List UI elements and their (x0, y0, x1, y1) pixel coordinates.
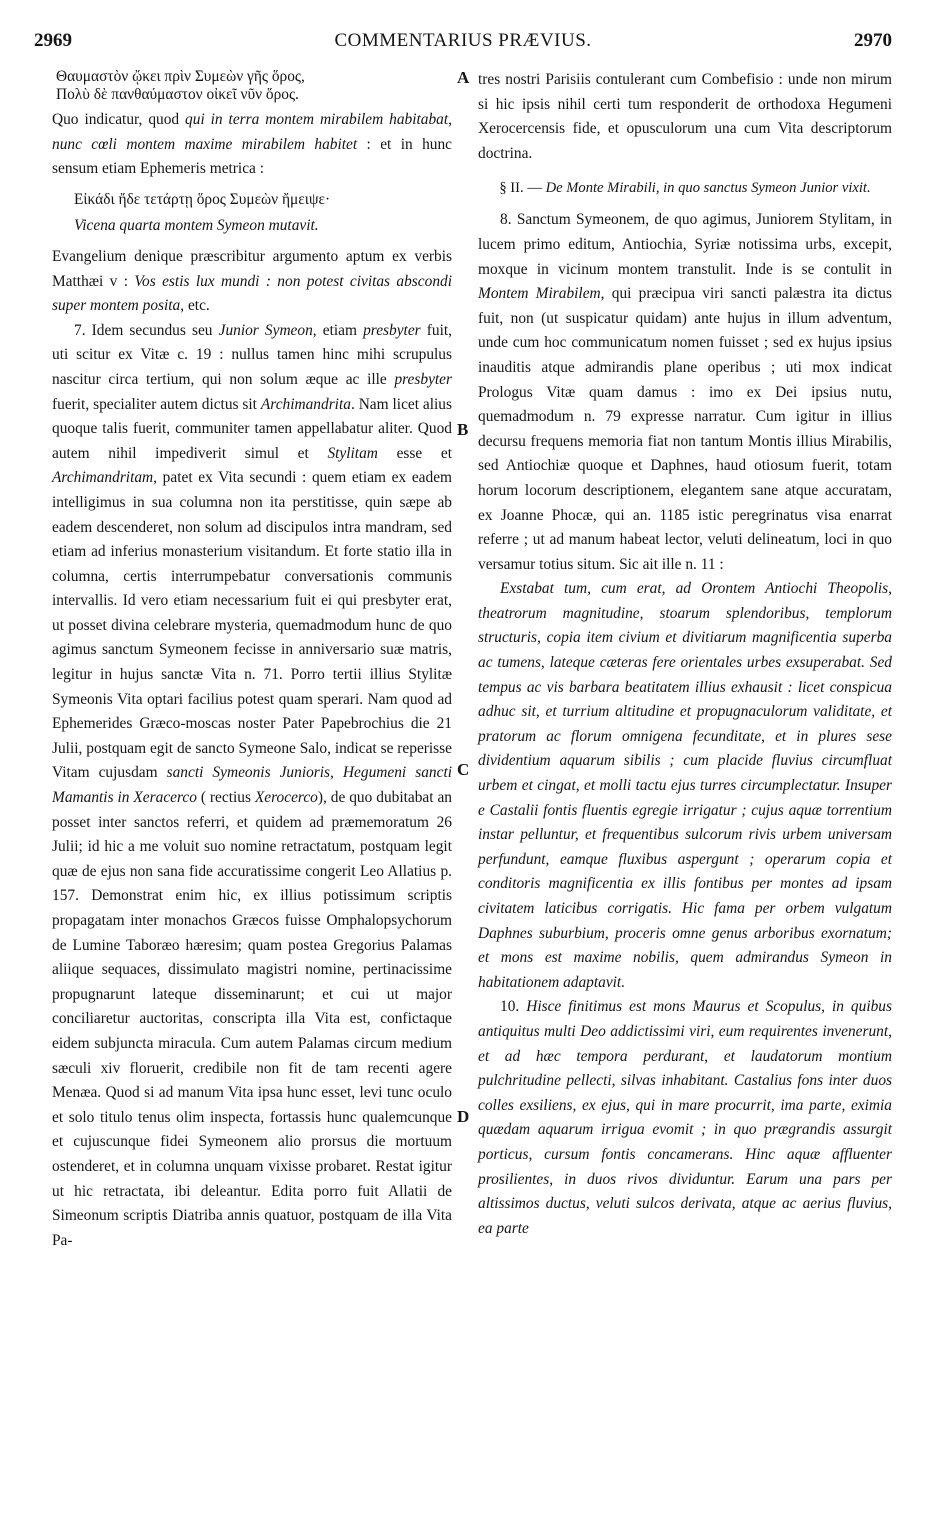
margin-letter-d: D (457, 1107, 470, 1126)
page-number-right: 2970 (854, 30, 892, 51)
left-column (52, 68, 452, 1253)
margin-letter-a: A (457, 68, 470, 87)
running-header (34, 30, 892, 56)
greek-verse-line: Εἰκάδι ἤδε τετάρτῃ ὅρος Συμεὼν ἤμειψε· (74, 190, 331, 208)
margin-letter-c: C (457, 760, 470, 779)
section-heading: § II. — De Monte Mirabili, in quo sanctus Symeon Junior vixit. (499, 180, 871, 197)
quotation-phocas: Exstabat tum, cum erat, ad Orontem Antiochi Theopolis, theatrorum magnitudine, stoarum splendoribus, templorum structuris, copia item civium et divitiarum magnificentia superba ac tumens, lateque cæteras fere orientales urbes exsuperabat. Sed tempus ac vis barbara beatitatem illius exhausit : licet conspicua adhuc sit, et turrium altitudine et propugnaculorum validitate, et pratorum ac florum omnigena fecunditate, et in plures sese dividentium aquarum sibilis ; cum placide fluvius circumfluat urbem et cingat, et molli tactu ejus turres circumplectatur. Insuper e Castalii fontis fluentis egregie irrigatur ; cujus aquæ torrentium instar pelluntur, et frequentibus sulcorum rivis urbem universam perfundunt, eamque fluxibus aspergunt ; operarum copia et conditoris magnificentia ex illis fontibus per montes ad ipsam civitatem laticibus corrigatis. Hic fama per orbem vulgatum Daphnes suburbium, proceris omne genus arboribus exornatum; et mons est maxime nobilis, quem admirandus Symeon in habitationem adaptavit. (478, 580, 892, 991)
greek-verse-line: Θαυμαστὸν ᾤκει πρὶν Συμεὼν γῆς ὅρος, (56, 68, 305, 85)
page-number-left: 2969 (34, 30, 72, 51)
latin-verse-line: Vicena quarta montem Symeon mutavit. (74, 217, 319, 235)
paragraph-7: 7. Idem secundus seu Junior Symeon, etiam presbyter fuit, uti scitur ex Vitæ c. 19 : nullus tamen hinc mihi scrupulus nascitur circa tertium, qui non solum æque ac ille presbyter fuerit, specialiter autem dictus sit Archimandrita. Nam licet alius quoque talis fuerit, communiter tamen appellabatur aliter. Quod autem nihil impediverit simul et Stylitam esse et Archimandritam, patet ex Vita secundi : quem etiam ex eadem intelligimus in sua columna non ita perstitisse, quin sæpe ab eadem descenderet, non solum ad discipulos intra mandram, sed etiam ad inferius monasterium visitandum. Et forte statio illa in columna, certis interrumpebatur conversationis communis intervallis. Id vero etiam necessarium fuit ei qui presbyter erat, ut posset divina celebrare mysteria, quemadmodum hunc de quo agimus sanctum Symeonem fecisse in anniversario suæ matris, legitur in hujus sanctæ Vita n. 71. Porro tertii illius Stylitæ Symeonis Vita optari facilius potest quam sperari. Nam quod ad Ephemerides Græco-moscas noster Pater Papebrochius die 21 Julii, postquam egit de sancto Symeone Salo, indicat se reperisse Vitam cujusdam sancti Symeonis Junioris, Hegumeni sancti Mamantis in Xeracerco ( rectius Xerocerco), de quo dubitabat an posset inter sanctos referri, et quidem ad præmemoratum 26 Julii; id hic a me voluit suo nomine retractatum, postquam legit quæ de ejus non sana fide accuratissime congerit Leo Allatius p. 157. Demonstrat enim hic, ex illius potissimum scriptis propagatam inter monachos Græcos fuisse Omphalopsychorum de Lumine Taboræo hæresim; quam postea Gregorius Palamas aliique sequaces, dissimulato magistri nomine, pertinacissime propugnarunt lateque disseminarunt; et cui ut major conciliaretur auctoritas, conscripta illa Vita est, confictaque eidem subjuncta miracula. Cum autem Palamas circum medium sæculi xiv floruerit, credibile non fit de tam recenti agere Menæa. Quod si ad manum Vita ipsa hunc esset, levi tunc oculo et solo titulo tenus olim inspecta, fortassis hunc qualemcunque et cujuscunque fidei Symeonem alio prorsus die mortuum ostenderet, et in columna unquam vixisse probaret. Restat igitur ut hic retractata, ibi deleantur. Edita porro fuit Allatii de Simeonum scriptis Diatriba annis quatuor, postquam de illa Vita Pa- (52, 321, 452, 1249)
paragraph-8: 8. Sanctum Symeonem, de quo agimus, Juniorem Stylitam, in lucem primo editum, Antiochia, Syriæ notissima urbs, excepit, moxque in vicinum montem transtulit. Inde is se contulit in Montem Mirabilem, qui præcipua viri sancti palæstra ita dictus fuit, non (ut suspicatur quidam) ante hujus in illum adventum, unde cum hoc communicatum nomen fuisset ; sed ex hujus ipsius inauditis atque admirandis plane operibus ; uti mox indicat Prologus Vitæ quam damus : imo ex Dei ipsius nutu, quemadmodum n. 79 expresse narratur. Cum igitur in illius decursu frequens memoria fiat non tantum Montis illius Mirabilis, sed Antiochiæ quoque et Daphnes, haud otiosum fuerit, totam horum locorum descriptionem, elegantem sane atque accuratam, ex Joanne Phocæ, qui an. 1185 istic peregrinatus visa enarrat referre ; ut ad manum habeat lector, veluti delineatum, loci in quo versamur totius situm. Sic ait ille n. 11 : (478, 211, 892, 573)
margin-letter-b: B (457, 420, 469, 439)
paragraph: Evangelium denique præscribitur argumento aptum ex verbis Matthæi v : Vos estis lux mundi : non potest civitas abscondi super montem posita, etc. (52, 247, 452, 315)
running-title: COMMENTARIUS PRÆVIUS. (334, 30, 592, 51)
right-column (478, 68, 892, 1241)
paragraph-10: 10. Hisce finitimus est mons Maurus et Scopulus, in quibus antiquitus multi Deo addictissimi viri, eum requirentes invenerunt, et ad hæc tempora perdurant, et laudatorum montium pulchritudine pellecti, silvas inhabitant. Castalius fons inter duos colles exsiliens, ex ejus, qui in mare procurrit, ima parte, eximia quædam aquarum irrigua evomit ; in quo prægrandis assurgit porticus, cursum fontis concamerans. Hinc aquæ affluenter prosilientes, in duos rivos dividuntur. Earum una pars per altissimos ductus, veluti sulcos derivata, atque ac aerius fluvius, ea parte (478, 998, 892, 1237)
greek-verse-line: Πολὺ δὲ πανθαύμαστον οἰκεῖ νῦν ὅρος. (56, 86, 299, 103)
paragraph: tres nostri Parisiis contulerant cum Combefisio : unde non mirum si hic ipsis nihil certi tum responderit de orthodoxa Hegumeni Xerocercensis fide, et opusculorum una cum Vita descriptorum doctrina. (478, 71, 892, 162)
paragraph: Quo indicatur, quod qui in terra montem mirabilem habitabat, nunc cœli montem maxime mirabilem habitet : et in hunc sensum etiam Ephemeris metrica : (52, 111, 452, 178)
